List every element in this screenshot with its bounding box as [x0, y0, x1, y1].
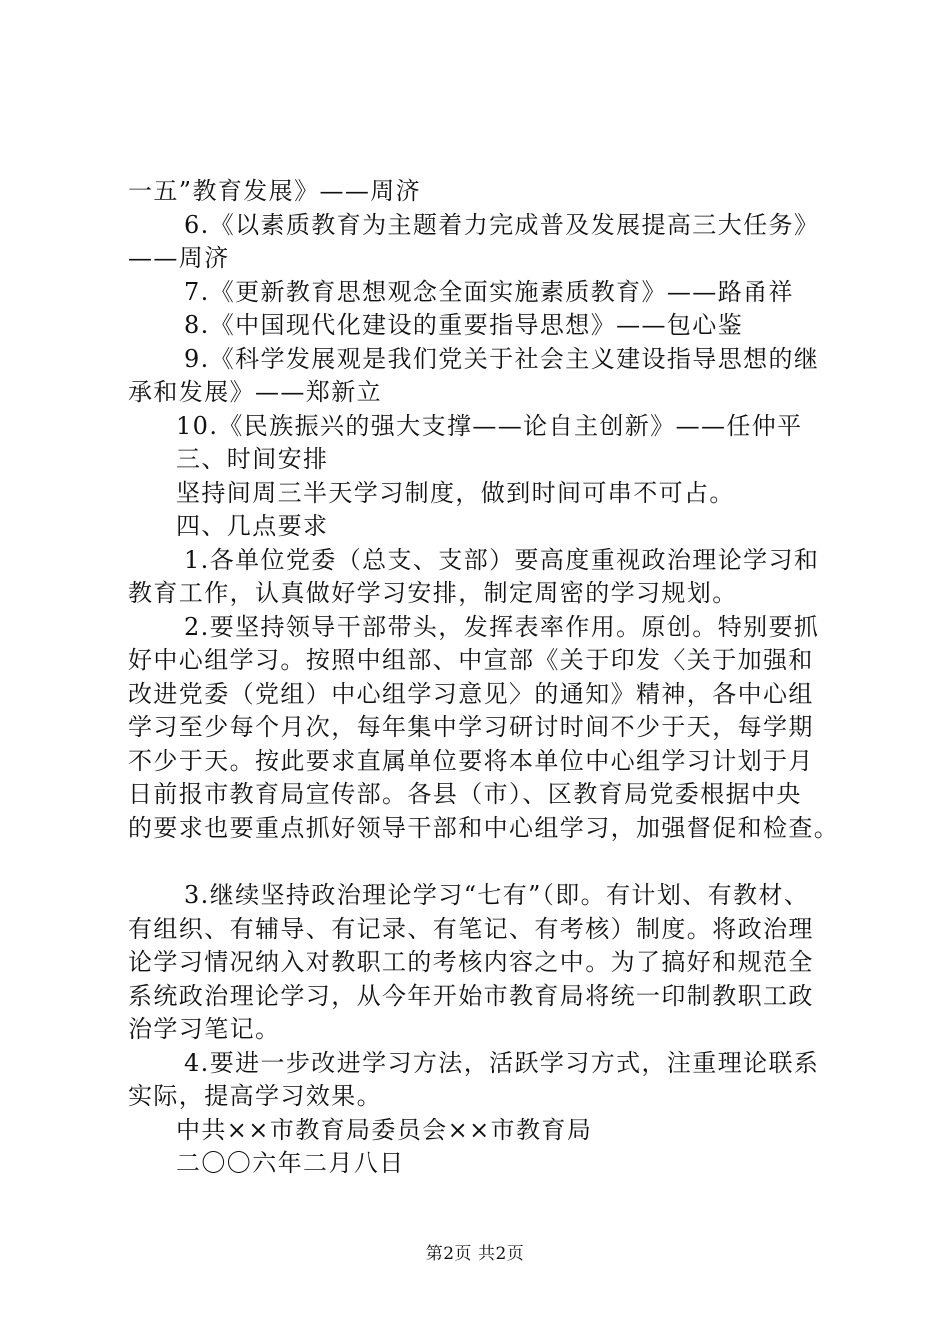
- signature-organization: 中共××市教育局委员会××市教育局: [176, 1115, 593, 1144]
- requirement-1-continued: 教育工作，认真做好学习安排，制定周密的学习规划。: [128, 579, 738, 607]
- requirement-2: 2.要坚持领导干部带头，发挥表率作用。原创。特别要抓: [184, 612, 820, 641]
- list-item-7: 7.《更新教育思想观念全面实施素质教育》——路甬祥: [184, 277, 794, 306]
- list-item-6-author: ——周济: [128, 244, 230, 272]
- requirement-4: 4.要进一步改进学习方法，活跃学习方式，注重理论联系: [184, 1048, 820, 1077]
- requirement-2-line-4: 学习至少每个月次，每年集中学习研讨时间不少于天，每学期: [128, 713, 814, 741]
- requirement-2-line-2: 好中心组学习。按照中组部、中宣部《关于印发〈关于加强和: [128, 646, 814, 674]
- requirement-4-continued: 实际，提高学习效果。: [128, 1082, 382, 1110]
- paragraph-spacer: [128, 845, 828, 879]
- requirement-2-line-3: 改进党委（党组）中心组学习意见〉的通知》精神，各中心组: [128, 679, 814, 708]
- signature-date: 二〇〇六年二月八日: [176, 1149, 405, 1177]
- requirement-1: 1.各单位党委（总支、支部）要高度重视政治理论学习和: [184, 545, 820, 574]
- requirement-2-line-7: 的要求也要重点抓好领导干部和中心组学习，加强督促和检查。: [128, 813, 840, 842]
- requirement-2-line-6: 日前报市教育局宣传部。各县（市）、区教育局党委根据中央: [128, 780, 802, 808]
- document-body: [128, 175, 840, 1181]
- list-item-6: 6.《以素质教育为主题着力完成普及发展提高三大任务》: [184, 210, 820, 239]
- list-item-10: 10.《民族振兴的强大支撑——论自主创新》——任仲平: [176, 411, 803, 440]
- requirement-3-line-2: 有组织、有辅导、有记录、有笔记、有考核）制度。将政治理: [128, 914, 814, 943]
- section-heading-requirements: 四、几点要求: [176, 512, 329, 540]
- page-number-footer: 第2页 共2页: [425, 1244, 525, 1264]
- section-heading-time: 三、时间安排: [176, 445, 329, 473]
- requirement-3-line-3: 论学习情况纳入对教职工的考核内容之中。为了搞好和规范全: [128, 948, 814, 976]
- requirement-3: 3.继续坚持政治理论学习“七有”（即。有计划、有教材、: [184, 881, 810, 909]
- paragraph-time: 坚持间周三半天学习制度，做到时间可串不可占。: [176, 478, 735, 507]
- list-item-9-continued: 承和发展》——郑新立: [128, 378, 382, 406]
- requirement-2-line-5: 不少于天。按此要求直属单位要将本单位中心组学习计划于月: [128, 746, 814, 775]
- requirement-3-line-4: 系统政治理论学习，从今年开始市教育局将统一印制教职工政: [128, 981, 814, 1010]
- list-item-5-tail: 一五”教育发展》——周济: [128, 177, 422, 205]
- requirement-3-line-5: 治学习笔记。: [128, 1015, 281, 1043]
- list-item-9: 9.《科学发展观是我们党关于社会主义建设指导思想的继: [184, 344, 820, 373]
- list-item-8: 8.《中国现代化建设的重要指导思想》——包心鉴: [184, 311, 744, 339]
